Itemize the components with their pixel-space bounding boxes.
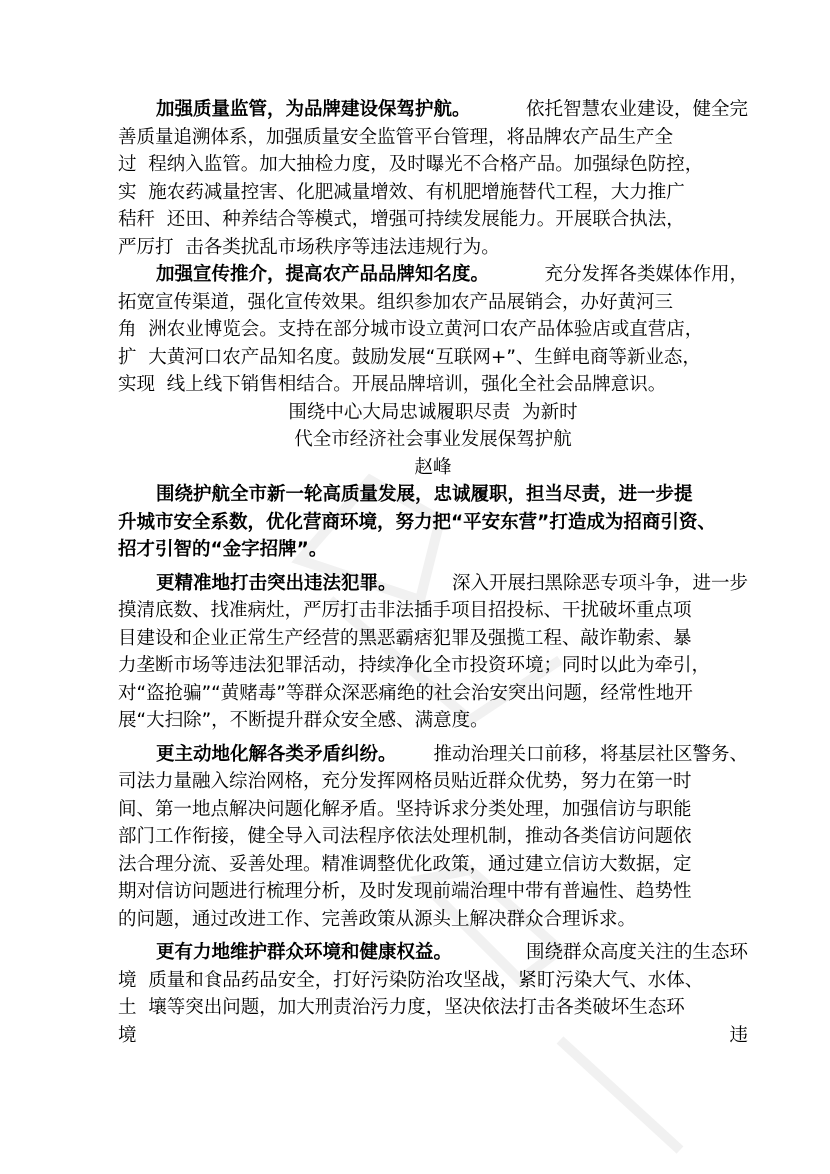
paragraph-crime-line [118, 652, 748, 680]
text-line: 展“大扫除”，不断提升群众安全感、满意度。 [118, 710, 489, 731]
text-line: 期对信访问题进行梳理分析，及时发现前端治理中带有普遍性、趋势性 [118, 881, 692, 902]
lead-text: 升城市安全系数，优化营商环境，努力把“平安东营”打造成为招商引资、 [118, 511, 716, 533]
paragraph-conflict-line [118, 741, 748, 769]
text-line: 对“盗抢骗”“黄赌毒”等群众深恶痛绝的社会治安突出问题，经常性地开 [118, 682, 693, 704]
article-title-line [118, 426, 748, 454]
article-title: 围绕中心大局忠诚履职尽责 为新时 [288, 401, 578, 423]
author-line [118, 454, 748, 482]
paragraph-crime-line [118, 680, 748, 708]
paragraph-environment-line [118, 1022, 748, 1050]
paragraph-quality-line [118, 206, 748, 234]
paragraph-promotion-line [118, 371, 748, 399]
paragraph-quality-line [118, 96, 748, 124]
lead-text: 围绕护航全市新一轮高质量发展，忠诚履职，担当尽责，进一步提 [156, 484, 693, 505]
text-line: 角 洲农业博览会。支持在部分城市设立黄河口农产品体验店或直营店， [118, 319, 704, 340]
paragraph-quality-line [118, 124, 748, 152]
text-line: 部门工作衔接，健全导入司法程序依法处理机制，推动各类信访问题依 [118, 826, 692, 847]
document-page [118, 96, 748, 1049]
paragraph-crime-line [118, 597, 748, 625]
watermark-shape [560, 1040, 680, 1150]
paragraph-environment-line [118, 939, 748, 967]
lead-line [118, 509, 748, 537]
paragraph-quality-line [118, 234, 748, 262]
heading-crime: 更精准地打击突出违法犯罪。 [156, 572, 397, 594]
paragraph-quality-line [118, 179, 748, 207]
text-line: 善质量追溯体系，加强质量安全监管平台管理，将品牌农产品生产全 [118, 126, 674, 148]
text-line: 的问题，通过改进工作、完善政策从源头上解决群众合理诉求。 [118, 908, 637, 930]
paragraph-conflict-line [118, 796, 748, 824]
text-line: 境 质量和食品药品安全，打好污染防治攻坚战，紧盯污染大气、水体、 [118, 969, 704, 991]
paragraph-crime-line [118, 625, 748, 653]
paragraph-promotion-line [118, 289, 748, 317]
text-line: 秸秆 还田、种养结合等模式，增强可持续发展能力。开展联合执法， [118, 209, 685, 230]
lead-line [118, 536, 748, 564]
author: 赵峰 [414, 456, 452, 478]
text-line: 围绕群众高度关注的生态环 [525, 942, 748, 963]
text-line: 严厉打 击各类扰乱市场秩序等违法违规行为。 [118, 236, 500, 258]
paragraph-crime-line [118, 707, 748, 735]
text-line: 依托智慧农业建设，健全完 [525, 99, 748, 120]
lead-text: 招才引智的“金字招牌”。 [118, 539, 328, 560]
paragraph-conflict-line [118, 878, 748, 906]
text-line: 充分发挥各类媒体作用， [544, 264, 748, 285]
text-line: 实 施农药减量控害、化肥减量增效、有机肥增施替代工程，大力推广 [118, 181, 685, 203]
paragraph-crime-line [118, 570, 748, 598]
paragraph-environment-line [118, 994, 748, 1022]
text-line: 力垄断市场等违法犯罪活动，持续净化全市投资环境；同时以此为牵引， [118, 655, 711, 676]
heading-conflict: 更主动地化解各类矛盾纠纷。 [156, 743, 397, 765]
text-line: 拓宽宣传渠道，强化宣传效果。组织参加农产品展销会，办好黄河三 [118, 291, 674, 313]
lead-line [118, 481, 748, 509]
text-line: 境 [118, 1024, 137, 1046]
heading-quality: 加强质量监管，为品牌建设保驾护航。 [156, 99, 471, 120]
paragraph-promotion-line [118, 316, 748, 344]
paragraph-conflict-line [118, 768, 748, 796]
text-line: 司法力量融入综治网格，充分发挥网格员贴近群众优势，努力在第一时 [118, 771, 692, 792]
text-line: 扩 大黄河口农产品知名度。鼓励发展“互联网+”、生鲜电商等新业态， [118, 346, 701, 368]
paragraph-conflict-line [118, 906, 748, 934]
text-line: 实现 线上线下销售相结合。开展品牌培训，强化全社会品牌意识。 [118, 374, 667, 395]
paragraph-promotion-line [118, 261, 748, 289]
paragraph-environment-line [118, 967, 748, 995]
paragraph-conflict-line [118, 823, 748, 851]
text-line: 推动治理关口前移，将基层社区警务、 [433, 743, 748, 765]
text-line: 摸清底数、找准病灶，严厉打击非法插手项目招投标、干扰破坏重点项 [118, 600, 692, 621]
article-title: 代全市经济社会事业发展保驾护航 [294, 429, 572, 450]
paragraph-quality-line [118, 151, 748, 179]
text-line: 目建设和企业正常生产经营的黑恶霸痞犯罪及强揽工程、敲诈勒索、暴 [118, 627, 692, 649]
text-line: 过 程纳入监管。加大抽检力度，及时曝光不合格产品。加强绿色防控， [118, 154, 704, 175]
text-line: 法合理分流、妥善处理。精准调整优化政策，通过建立信访大数据，定 [118, 853, 692, 875]
text-line: 违 [729, 1024, 748, 1046]
text-line: 深入开展扫黑除恶专项斗争，进一步 [451, 572, 748, 594]
paragraph-conflict-line [118, 851, 748, 879]
heading-promotion: 加强宣传推介，提高农产品品牌知名度。 [156, 264, 490, 285]
text-line: 土 壤等突出问题，加大刑责治污力度，坚决依法打击各类破坏生态环 [118, 997, 685, 1018]
heading-environment: 更有力地维护群众环境和健康权益。 [156, 942, 453, 963]
paragraph-promotion-line [118, 344, 748, 372]
article-title-line [118, 399, 748, 427]
text-line: 间、第一地点解决问题化解矛盾。坚持诉求分类处理，加强信访与职能 [118, 798, 692, 820]
